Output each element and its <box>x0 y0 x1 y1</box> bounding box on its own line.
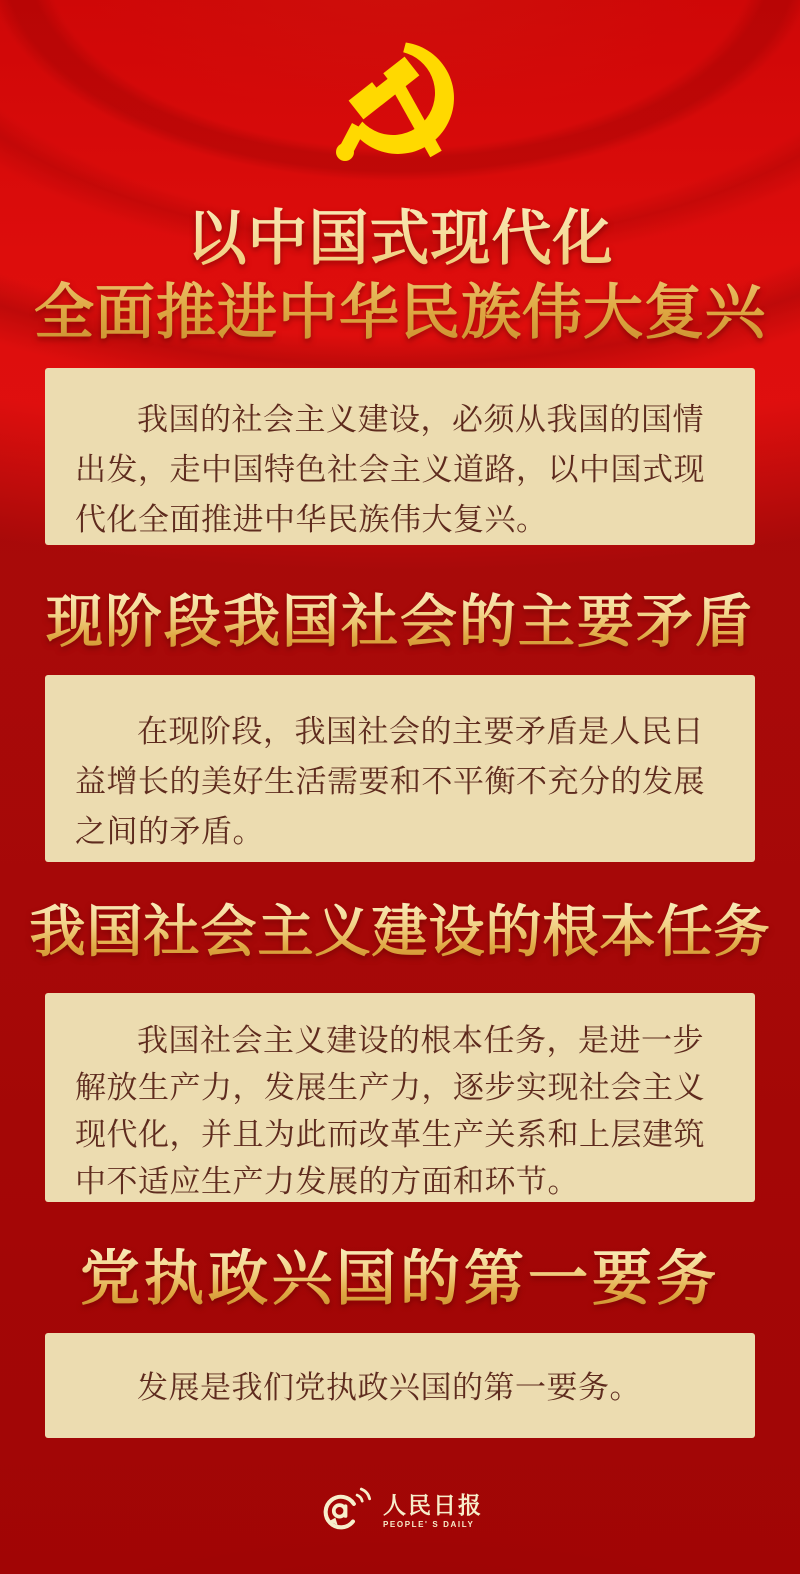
fundamental-task-text: 我国社会主义建设的根本任务，是进一步解放生产力，发展生产力，逐步实现社会主义现代化，并且为此而改革生产关系和上层建筑中不适应生产力发展的方面和环节。 <box>75 1023 705 1199</box>
at-megaphone-icon <box>317 1484 375 1539</box>
peoples-daily-logo <box>0 1484 800 1539</box>
top-priority-panel <box>45 1333 755 1438</box>
fundamental-task-panel <box>45 993 755 1202</box>
section-heading-top-priority: 党执政兴国的第一要务 <box>0 1248 800 1310</box>
logo-english-name: PEOPLE' S DAILY <box>383 1520 475 1529</box>
section-heading-fundamental-task: 我国社会主义建设的根本任务 <box>0 902 800 964</box>
logo-chinese-name: 人民日报 <box>383 1492 483 1518</box>
page-title-line2: 全面推进中华民族伟大复兴 <box>34 280 766 346</box>
page-title-line1: 以中国式现代化 <box>186 206 614 272</box>
cpc-hammer-sickle-icon <box>310 26 490 170</box>
intro-panel-text: 我国的社会主义建设，必须从我国的国情出发，走中国特色社会主义道路，以中国式现代化全面推进中华民族伟大复兴。 <box>75 402 705 537</box>
main-contradiction-panel <box>45 675 755 862</box>
page-title <box>0 202 800 350</box>
intro-panel <box>45 368 755 545</box>
top-priority-text: 发展是我们党执政兴国的第一要务。 <box>137 1370 641 1405</box>
section-heading-main-contradiction: 现阶段我国社会的主要矛盾 <box>0 592 800 654</box>
main-contradiction-text: 在现阶段，我国社会的主要矛盾是人民日益增长的美好生活需要和不平衡不充分的发展之间的矛盾。 <box>75 714 705 849</box>
